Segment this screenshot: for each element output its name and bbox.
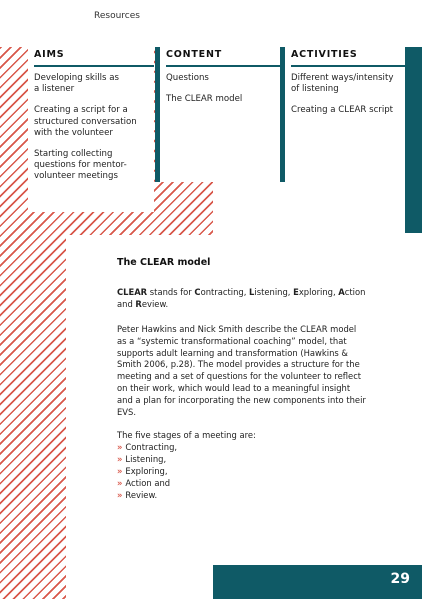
- term-rest: eview: [141, 298, 166, 309]
- aims-item: Starting collecting questions for mentor-volunteer meetings: [34, 149, 127, 182]
- chevron-right-icon: »: [117, 477, 123, 488]
- activities-title: ACTIVITIES: [291, 49, 358, 60]
- stage-item: [117, 442, 367, 454]
- aims-card: [28, 47, 154, 212]
- stands-for-text: stands for: [147, 286, 195, 297]
- stage-item: [117, 478, 367, 490]
- clear-definition: CLEAR stands for Contracting, Listening, Exploring, Action and Review.: [117, 286, 366, 309]
- term-initial: A: [338, 286, 345, 297]
- aims-title: AIMS: [34, 49, 65, 60]
- term-rest: ction: [344, 286, 366, 297]
- term-initial: L: [249, 286, 255, 297]
- content-header: [166, 47, 280, 67]
- stage-item: [117, 466, 367, 478]
- chevron-right-icon: »: [117, 465, 123, 476]
- chevron-right-icon: »: [117, 489, 123, 500]
- content-item: The CLEAR model: [166, 94, 243, 105]
- aims-header: [34, 47, 154, 67]
- section-label: Resources: [94, 11, 140, 21]
- chevron-right-icon: »: [117, 453, 123, 464]
- stage-label: Contracting,: [125, 441, 178, 452]
- term-rest: xploring: [298, 286, 333, 297]
- content-card: [160, 47, 280, 182]
- aims-item: Developing skills as a listener: [34, 73, 119, 95]
- content-title: CONTENT: [166, 49, 222, 60]
- stage-label: Action and: [125, 477, 171, 488]
- article-heading: The CLEAR model: [117, 257, 211, 268]
- stages-list: [117, 442, 367, 502]
- stage-label: Listening,: [125, 453, 167, 464]
- term-initial: R: [135, 298, 142, 309]
- stage-label: Exploring,: [125, 465, 168, 476]
- page-number: 29: [390, 571, 410, 587]
- activities-item: Creating a CLEAR script: [291, 105, 394, 116]
- content-list: [166, 73, 274, 115]
- aims-list: [34, 73, 148, 193]
- activities-item: Different ways/intensity of listening: [291, 73, 394, 95]
- activities-list: [291, 73, 399, 127]
- stage-item: [117, 490, 367, 502]
- term-initial: E: [293, 286, 299, 297]
- clear-description: Peter Hawkins and Nick Smith describe the CLEAR model as a “systemic transformational coaching” model, that supports adult learning and transformation (Hawkins & Smith 2006, p.28). The model provides a structure for the meeting and a set of questions for the volunteer to reflect on their work, which would lead to a meaningful insight and a plan for incorporating the new components into their EVS.: [117, 323, 366, 418]
- term-initial: C: [194, 286, 201, 297]
- term-rest: istening: [254, 286, 288, 297]
- term-rest: ontracting: [200, 286, 244, 297]
- activities-header: [291, 47, 405, 67]
- stages-intro: The five stages of a meeting are:: [117, 429, 256, 440]
- content-item: Questions: [166, 73, 209, 83]
- aims-item: Creating a script for a structured conversation with the volunteer: [34, 105, 137, 138]
- stage-item: [117, 454, 367, 466]
- chevron-right-icon: »: [117, 441, 123, 452]
- footer-bar: [213, 565, 422, 599]
- activities-card: [285, 47, 405, 182]
- teal-right-strip: [405, 47, 422, 233]
- clear-word: CLEAR: [117, 286, 148, 297]
- article: [117, 257, 367, 501]
- stage-label: Review.: [125, 489, 158, 500]
